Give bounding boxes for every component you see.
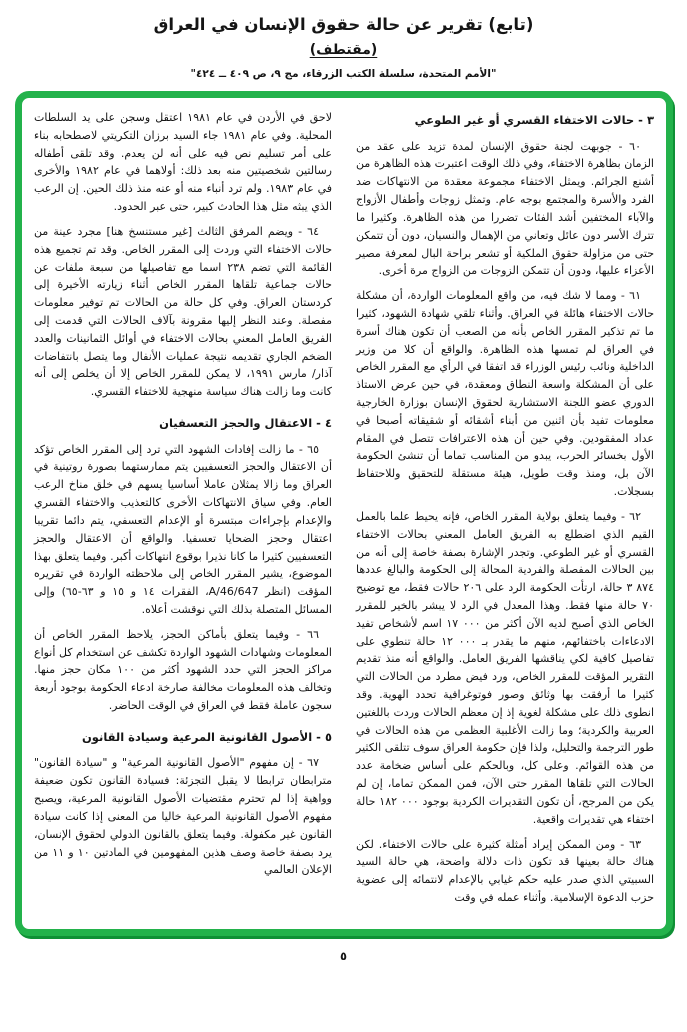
- column-right: [356, 109, 654, 919]
- paragraph-65: ٦٥ - ما زالت إفادات الشهود التي ترد إلى المقرر الخاص تؤكد أن الاعتقال والحجز التعسفيين يتم ممارستهما بصورة روتينية في العراق وما زالا يمثلان عاملا أساسيا يسهم في خلق مناخ الرعب العام. وفي سياق الانتهاكات الأخرى كالتعذيب والاختفاء القسري والإعدام بإجراءات مبتسرة أو الإعدام التعسفي، يتم دائما تقريبا اعتقال وحجز الضحايا تعسفيا. والواقع أن الاعتقال والحجز التعسفيين كثيرا ما كانا نذيرا بوقوع انتهاكات أكبر. وفيما يتعلق بهذا الموضوع، يشير المقرر الخاص إلى ملاحظته الواردة في تقريره المؤقت (انظر A/46/647، الفقرات ١٤ و ١٥ و ٦٣-٦٥) وإلى المسائل المتصلة بذلك التي نوقشت أعلاه.: [34, 442, 332, 616]
- page-subtitle: (مقتطف): [309, 42, 378, 58]
- section-4-heading: ٤ - الاعتقال والحجز التعسفيان: [159, 416, 332, 430]
- paragraph-62: ٦٢ - وفيما يتعلق بولاية المقرر الخاص، فإنه يحيط علما بالعمل القيم الذي اضطلع به الفريق العامل المعني بحالات الاختفاء القسري أو غير الطوعي. وتجدر الإشارة بصفة خاصة إلى أنه من بين الحالات المفصلة والفردية المحالة إلى الحكومة والبالغ عددها ٣ ٨٧٤ حالة، ارتأت الحكومة الرد على ٢٠٦ حالات فقط، مع توضيح ٧٠ حالة منها فقط. وهذا المعدل في الرد لا يبشر بالخير للمقرر الخاص الذي أصبح لديه الآن أكثر من ١٧ ٠٠٠ اسم لأشخاص تفيد الادعاءات باختفائهم، منهم ما يقدر بـ ١٢ ٠٠٠ حالة تنطوي على تفاصيل كافية لكي يناقشها الفريق العامل. والواقع أنه منذ تقديم التقرير المؤقت للمقرر الخاص، ورد فيض مطرد من الحالات التي كثيرا ما أرفقت بها وثائق وصور فوتوغرافية تحدد الهوية. وقد انطوى ذلك على مشكلة لغوية إذ إن معظم الحالات وردت باللغتين العربية والكردية؛ وما زالت الأغلبية العظمى من هذه الحالات في طور الترجمة والتحليل، ولذا فإن حكومة العراق سوف تتلقى الكثير من هذه القوائم. وعلى كل، وبالحكم على أساس ضخامة عدد الحالات التي تلقاها المقرر حتى الآن، فمن الممكن تماما، إن لم يكن من المرجح، أن تكون التقديرات الكردية بوجود ١٨٢ ٠٠٠ حالة اختفاء هي تقديرات واقعية.: [356, 509, 655, 826]
- paragraph-64: ٦٤ - ويضم المرفق الثالث [غير مستنسخ هنا] مجرد عينة من حالات الاختفاء التي وردت إلى المقرر الخاص. وقد تم تجميع هذه القائمة التي تضم ٢٣٨ اسما مع تفاصيلها من سبعة ملفات عن حالات جماعية تلقاها المقرر الخاص أثناء زيارته الأخيرة إلى كردستان العراق. وفي كل حالة من الحالات تم توفير معلومات مفصلة. وعند النظر إليها مقرونة بآلاف الحالات التي قدمت إلى الفريق العامل المعني بحالات الاختفاء في أوائل الثمانينات والعدد الضخم الجاري تقديمه نتيجة عمليات الأنفال وما يتصل بانتفاضات آذار/ مارس ١٩٩١، لا يمكن للمقرر الخاص إلا أن يخلص إلى أنه كانت وما زالت هناك سياسة منهجية للاختفاء القسري.: [34, 224, 332, 399]
- paragraph-61: ٦١ - ومما لا شك فيه، من واقع المعلومات الواردة، أن مشكلة حالات الاختفاء هائلة في العراق. وأثناء تلقي شهادة الشهود، كثيرا ما تم تذكير المقرر الخاص بأنه من الصعب أن تكون هناك أسرة في العراق لم تمسها هذه الظاهرة. والواقع أن كلا من وزير الداخلية ونائب رئيس الوزراء قد اتفقا في الرأي مع المقرر الخاص على أن المشكلة واسعة النطاق ومعقدة، في حين عرض الاستاذ الدوري عضو اللجنة الاستشارية لحقوق الإنسان بوزارة الخارجية معلومات تفيد بأن اثنين من أبناء أشقائه أو شقيقاته أصبحا في عداد المفقودين. وفي حين أن هذه الاعترافات تتصل في المقام الأول بخسائر الحرب، يبدو من المناسب تماما أن تنشئ الحكومة الآن بل، ومنذ وقت طويل، هيئة مستقلة للتحقيق وللاحتفاظ بسجلات.: [356, 289, 654, 499]
- paragraph-continued: لاحق في الأردن في عام ١٩٨١ اعتقل وسجن على يد السلطات المحلية. وفي عام ١٩٨١ جاء السيد برزان التكريتي لاصطحابه بناء على أمر تسليم نص فيه على أنه لن يعدم. وقد تلقى أطفاله رسالتين شخصيتين منه بعد ذلك: أولاهما في عام ١٩٨٢ والأخرى في عام ١٩٨٣. ولم ترد أنباء منه أو عنه منذ ذلك الحين. إن الرعب الذي يبثه مثل هذا الحادث كبير، حتى عبر الحدود.: [34, 111, 332, 214]
- section-3-heading: ٣ - حالات الاختفاء القسري أو غير الطوعي: [414, 113, 654, 127]
- paragraph-63: ٦٣ - ومن الممكن إيراد أمثلة كثيرة على حالات الاختفاء. لكن هناك حالة بعينها قد تكون ذات دلالة واضحة، هي حالة السيد السبيتي الذي صدر عليه حكم غيابي بالإعدام لانتمائه إلى عضوية حزب الدعوة الإسلامية. وأثناء عمله في وقت: [356, 837, 654, 904]
- paragraph-67: ٦٧ - إن مفهوم "الأصول القانونية المرعية" و "سيادة القانون" مترابطان ترابطا لا يقبل التجزئة: فسيادة القانون تكون ضعيفة وواهية إذا لم تحترم مقتضيات الأصول القانونية المرعية، ويصبح مفهوم الأصول القانونية المرعية خاليا من المعنى إذا كانت سيادة القانون غير مكفولة. وفيما يتعلق بالقانون الدولي لحقوق الإنسان، يرد بصفة خاصة وصف هذين المفهومين في المادتين ١٠ و ١١ من الإعلان العالمي: [34, 756, 332, 877]
- document-header: [0, 0, 687, 80]
- paragraph-66: ٦٦ - وفيما يتعلق بأماكن الحجز، يلاحظ المقرر الخاص أن المعلومات وشهادات الشهود الواردة تكشف عن استخدام كل أنواع مراكز الحجز التي حدد الشهود أكثر من ١٠٠ مكان حجز منها. وتخالف هذه المعلومات مخالفة صارخة ادعاء الحكومة بوجود أربعة سجون عاملة فقط في العراق في الوقت الحاضر.: [34, 627, 332, 712]
- section-5-heading: ٥ - الأصول القانونية المرعية وسيادة القانون: [81, 729, 332, 744]
- content-frame: [15, 91, 673, 936]
- page-title: (تابع) تقرير عن حالة حقوق الإنسان في العراق: [153, 15, 534, 34]
- page-number: ٥: [339, 949, 348, 963]
- column-left: [34, 109, 332, 919]
- source-citation: "الأمم المتحدة، سلسلة الكتب الزرقاء، مج ٩، ص ٤٠٩ ــ ٤٢٤": [190, 68, 497, 80]
- paragraph-60: ٦٠ - جوبهت لجنة حقوق الإنسان لمدة تزيد على عقد من الزمان بظاهرة الاختفاء، وفي ذلك الوقت اعتبرت هذه الظاهرة من أشنع الجرائم. ويمثل الاختفاء مجموعة معقدة من الانتهاكات ضد الفرد والأسرة والمجتمع بوجه عام. وتمثل زوجات وأطفال الأزواج والآباء المختفين أشد الفئات تضررا من هذه الظاهرة. وكثيرا ما تترك الأسر دون عائل وتعاني من الإهمال والنسيان، دون أن تتمكن حتى من مزاولة حقوق الملكية أو تشعر براحة البال لمعرفة مصير الأعزاء عليها، ودون أن تتمكن الزوجات من الزواج مرة أخرى.: [356, 139, 654, 278]
